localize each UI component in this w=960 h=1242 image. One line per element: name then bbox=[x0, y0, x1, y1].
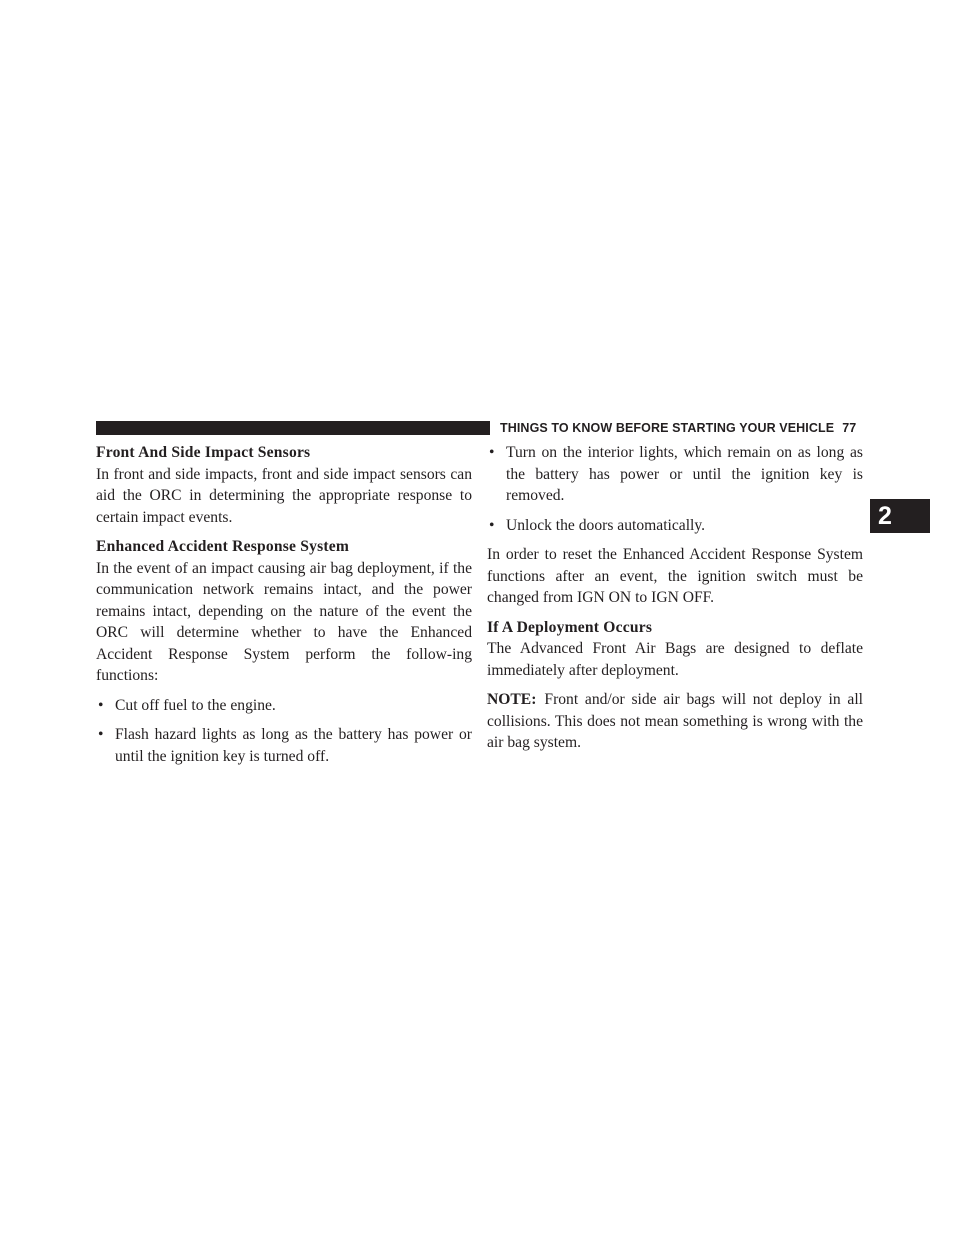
bullet-icon: • bbox=[98, 726, 104, 743]
list-item-text: Cut off fuel to the engine. bbox=[115, 696, 276, 714]
accident-response-list bbox=[96, 695, 472, 768]
running-header-title: THINGS TO KNOW BEFORE STARTING YOUR VEHICLE bbox=[500, 421, 835, 435]
page-number: 77 bbox=[842, 421, 857, 435]
heading-accident-response: Enhanced Accident Response System bbox=[96, 538, 350, 555]
bullet-icon: • bbox=[98, 696, 104, 714]
paragraph-accident-response: In the event of an impact causing air bag deployment, if the communication network remains intact, and the power remains intact, depending on the nature of the event the ORC will determine whether to have the Enhanced Accident Response System perform the follow-ing functions: bbox=[96, 559, 472, 684]
paragraph-impact-sensors: In front and side impacts, front and side impact sensors can aid the ORC in determining the appropriate response to certain impact events. bbox=[96, 465, 472, 526]
note-paragraph bbox=[487, 689, 863, 754]
list-item-text: Turn on the interior lights, which remain on as long as the battery has power or until the ignition key is removed. bbox=[506, 444, 863, 504]
right-column bbox=[487, 442, 863, 762]
list-item bbox=[96, 695, 472, 717]
list-item bbox=[487, 515, 863, 537]
header-rule bbox=[96, 421, 490, 435]
bullet-icon: • bbox=[489, 444, 495, 461]
note-text: Front and/or side air bags will not deploy in all collisions. This does not mean something is wrong with the air bag system. bbox=[487, 691, 863, 751]
chapter-tab[interactable]: 2 bbox=[870, 499, 930, 533]
list-item-text: Unlock the doors automatically. bbox=[506, 516, 706, 534]
list-item bbox=[487, 442, 863, 507]
note-label: NOTE: bbox=[487, 691, 537, 708]
paragraph-reset: In order to reset the Enhanced Accident Response System functions after an event, the ignition switch must be changed from IGN ON to IGN OFF. bbox=[487, 546, 863, 606]
accident-response-list-continued bbox=[487, 442, 863, 536]
paragraph-deployment: The Advanced Front Air Bags are designed to deflate immediately after deployment. bbox=[487, 640, 863, 679]
list-item bbox=[96, 724, 472, 767]
list-item-text: Flash hazard lights as long as the battery has power or until the ignition key is turned off. bbox=[115, 726, 472, 765]
left-column bbox=[96, 442, 472, 775]
heading-deployment: If A Deployment Occurs bbox=[487, 618, 653, 636]
running-header bbox=[500, 419, 856, 437]
bullet-icon: • bbox=[489, 516, 495, 534]
heading-impact-sensors: Front And Side Impact Sensors bbox=[96, 444, 311, 461]
